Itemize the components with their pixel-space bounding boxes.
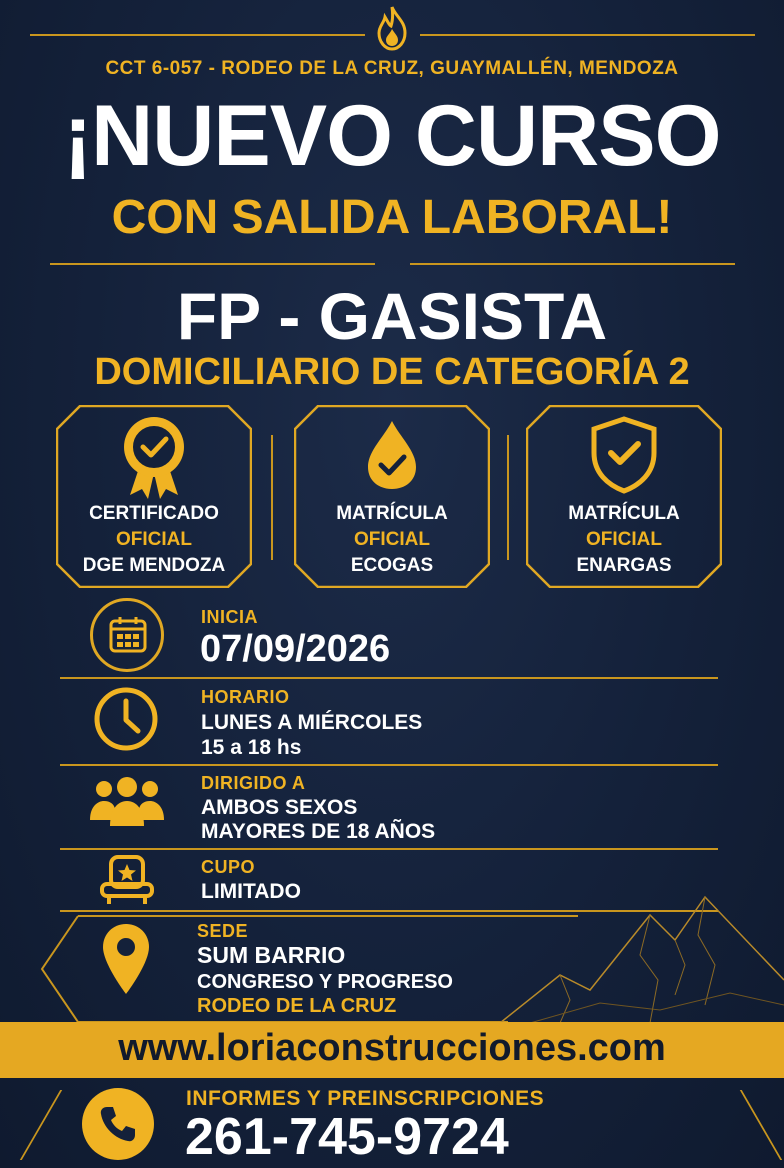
schedule-days: LUNES A MIÉRCOLES	[201, 711, 423, 734]
badge-line1: MATRÍCULA	[336, 503, 448, 524]
footer-frame-right	[740, 1090, 782, 1160]
audience-label: DIRIGIDO A	[201, 773, 306, 793]
gas-drop-check-icon	[360, 415, 424, 493]
info-label: INFORMES Y PREINSCRIPCIONES	[186, 1087, 545, 1110]
phone-icon	[98, 1104, 138, 1144]
venue-label: SEDE	[197, 921, 249, 941]
venue-line1: SUM BARRIO	[197, 942, 346, 968]
phone-number[interactable]: 261-745-9724	[185, 1108, 509, 1166]
badge-separator	[507, 435, 509, 560]
flame-icon	[371, 5, 413, 51]
schedule-label: HORARIO	[201, 687, 290, 707]
row-divider	[60, 848, 718, 850]
location-pin-icon	[101, 922, 151, 998]
row-divider	[60, 764, 718, 766]
audience-line1: AMBOS SEXOS	[201, 796, 358, 819]
divider-left	[50, 263, 375, 265]
award-ribbon-check-icon	[118, 415, 190, 499]
mountains-illustration	[500, 885, 784, 1025]
badge-line2: OFICIAL	[354, 529, 430, 550]
schedule-hours: 15 a 18 hs	[201, 736, 302, 759]
badge-line1: CERTIFICADO	[89, 503, 219, 524]
start-date: 07/09/2026	[200, 628, 391, 670]
capacity-value: LIMITADO	[201, 880, 301, 903]
badge-enargas	[526, 405, 722, 588]
start-label: INICIA	[201, 607, 258, 627]
badge-certificado	[56, 405, 252, 588]
divider-right	[410, 263, 735, 265]
website-link[interactable]: www.loriaconstrucciones.com	[118, 1027, 666, 1069]
badge-separator	[271, 435, 273, 560]
badge-line2: OFICIAL	[586, 529, 662, 550]
badge-line3: DGE MENDOZA	[82, 555, 226, 576]
cct-line: CCT 6-057 - RODEO DE LA CRUZ, GUAYMALLÉN, MENDOZA	[105, 58, 679, 79]
headline: ¡NUEVO CURSO	[63, 88, 721, 184]
badge-line2: OFICIAL	[116, 529, 192, 550]
venue-line2: CONGRESO Y PROGRESO	[197, 971, 453, 993]
top-divider-left	[30, 34, 365, 36]
calendar-icon	[108, 615, 148, 655]
seat-star-icon	[99, 854, 155, 906]
course-name: FP - GASISTA	[176, 279, 608, 353]
phone-icon-circle[interactable]	[82, 1088, 154, 1160]
footer-frame-left	[20, 1090, 62, 1160]
badge-line1: MATRÍCULA	[568, 503, 680, 524]
clock-icon	[93, 686, 159, 752]
venue-line3: RODEO DE LA CRUZ	[197, 995, 397, 1017]
badge-line3: ENARGAS	[576, 555, 672, 576]
top-divider-right	[420, 34, 755, 36]
badge-ecogas	[294, 405, 490, 588]
headline-subtitle: CON SALIDA LABORAL!	[111, 191, 673, 244]
calendar-icon-ring	[90, 598, 164, 672]
group-icon	[88, 776, 166, 828]
capacity-label: CUPO	[201, 857, 256, 877]
badge-line3: ECOGAS	[350, 555, 434, 576]
audience-line2: MAYORES DE 18 AÑOS	[201, 820, 436, 843]
row-divider	[60, 677, 718, 679]
course-category: DOMICILIARIO DE CATEGORÍA 2	[94, 351, 690, 393]
shield-check-icon	[588, 415, 660, 495]
